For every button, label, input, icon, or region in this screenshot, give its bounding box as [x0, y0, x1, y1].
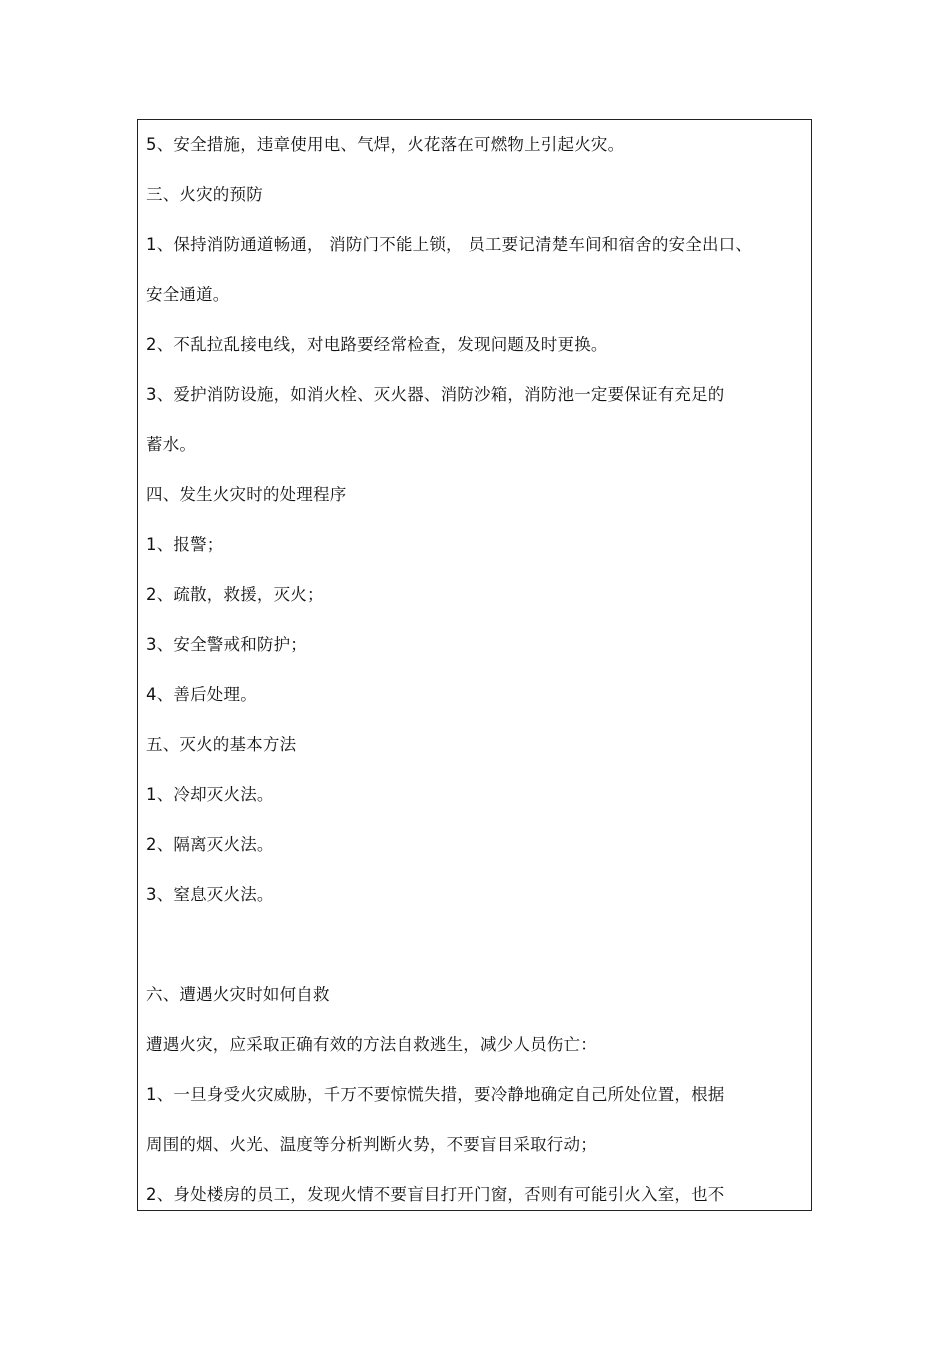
text-line: 2、身处楼房的员工，发现火情不要盲目打开门窗，否则有可能引火入室，也不: [146, 1185, 725, 1204]
text-line: 2、隔离灭火法。: [146, 835, 274, 854]
document-frame: [137, 119, 812, 1211]
text-line: 4、善后处理。: [146, 685, 257, 704]
text-line: 3、窒息灭火法。: [146, 885, 274, 904]
text-line: 2、不乱拉乱接电线，对电路要经常检查，发现问题及时更换。: [146, 335, 608, 354]
text-line: 1、报警；: [146, 535, 224, 554]
text-line: 安全通道。: [146, 285, 230, 304]
section-heading: 三、火灾的预防: [146, 185, 263, 204]
text-line: 3、爱护消防设施，如消火栓、灭火器、消防沙箱，消防池一定要保证有充足的: [146, 385, 725, 404]
text-line: 1、冷却灭火法。: [146, 785, 274, 804]
text-line: 3、安全警戒和防护；: [146, 635, 307, 654]
text-line: 遭遇火灾，应采取正确有效的方法自救逃生，减少人员伤亡：: [146, 1035, 597, 1054]
text-line: 周围的烟、火光、温度等分析判断火势，不要盲目采取行动；: [146, 1135, 597, 1154]
section-heading: 四、发生火灾时的处理程序: [146, 485, 347, 504]
text-line: 2、疏散，救援，灭火；: [146, 585, 324, 604]
section-heading: 五、灭火的基本方法: [146, 735, 297, 754]
text-line: 1、保持消防通道畅通， 消防门不能上锁， 员工要记清楚车间和宿舍的安全出口、: [146, 235, 753, 254]
text-line: 蓄水。: [146, 435, 197, 454]
text-line: 1、一旦身受火灾威胁，千万不要惊慌失措，要冷静地确定自己所处位置，根据: [146, 1085, 725, 1104]
text-line: 5、安全措施，违章使用电、气焊，火花落在可燃物上引起火灾。: [146, 135, 625, 154]
section-heading: 六、遭遇火灾时如何自救: [146, 985, 330, 1004]
